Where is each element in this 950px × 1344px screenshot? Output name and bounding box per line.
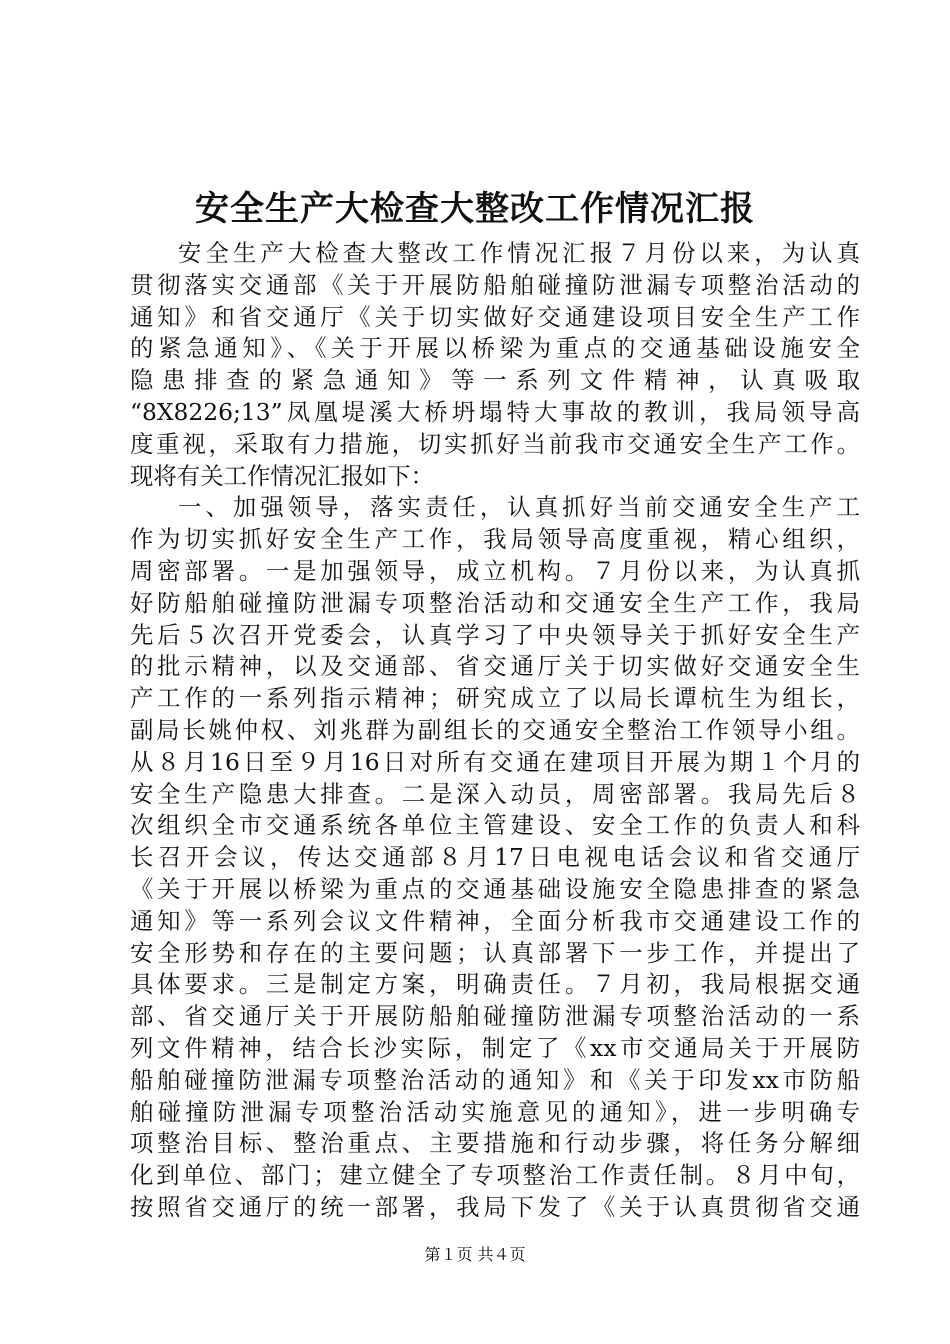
- body-line: 《关于开展以桥梁为重点的交通基础设施安全隐患排查的紧急: [130, 874, 860, 903]
- body-line: 列文件精神，结合长沙实际，制定了《xx市交通局关于开展防: [130, 1033, 860, 1062]
- body-line: 副局长姚仲权、刘兆群为副组长的交通安全整治工作领导小组。: [130, 715, 860, 744]
- body-line: 次组织全市交通系统各单位主管建设、安全工作的负责人和科: [130, 811, 860, 840]
- body-line: 安全生产隐患大排查。二是深入动员，周密部署。我局先后８: [130, 779, 860, 808]
- body-line: 安全形势和存在的主要问题；认真部署下一步工作，并提出了: [130, 938, 860, 967]
- body-line: 度重视，采取有力措施，切实抓好当前我市交通安全生产工作。: [130, 429, 860, 458]
- body-line: 舶碰撞防泄漏专项整治活动实施意见的通知》，进一步明确专: [130, 1097, 860, 1126]
- body-line: 产工作的一系列指示精神；研究成立了以局长谭杭生为组长，: [130, 684, 860, 713]
- page-number-footer: 第１页 共４页: [424, 1245, 526, 1264]
- body-line: 好防船舶碰撞防泄漏专项整治活动和交通安全生产工作，我局: [130, 588, 860, 617]
- body-line: 的紧急通知》、《关于开展以桥梁为重点的交通基础设施安全: [130, 334, 860, 363]
- body-line: 具体要求。三是制定方案，明确责任。７月初，我局根据交通: [130, 970, 860, 999]
- body-line: 贯彻落实交通部《关于开展防船舶碰撞防泄漏专项整治活动的: [130, 270, 860, 299]
- body-line: 作为切实抓好安全生产工作，我局领导高度重视，精心组织，: [130, 525, 860, 554]
- body-line: 长召开会议，传达交通部８月17日电视电话会议和省交通厅: [130, 843, 860, 872]
- body-line: 从８月16日至９月16日对所有交通在建项目开展为期１个月的: [130, 747, 860, 776]
- body-line: 按照省交通厅的统一部署，我局下发了《关于认真贯彻省交通: [130, 1192, 860, 1221]
- body-line: 一、加强领导，落实责任，认真抓好当前交通安全生产工: [178, 493, 860, 522]
- body-line: 先后５次召开党委会，认真学习了中央领导关于抓好安全生产: [130, 620, 860, 649]
- document-body: [130, 238, 860, 1224]
- document-title: 安全生产大检查大整改工作情况汇报: [195, 189, 755, 229]
- body-line: 的批示精神，以及交通部、省交通厅关于切实做好交通安全生: [130, 652, 860, 681]
- body-line: 安全生产大检查大整改工作情况汇报７月份以来，为认真: [178, 239, 860, 267]
- body-line: 化到单位、部门；建立健全了专项整治工作责任制。８月中旬，: [130, 1161, 860, 1190]
- body-line: 现将有关工作情况汇报如下：: [130, 461, 435, 490]
- body-line: 通知》等一系列会议文件精神，全面分析我市交通建设工作的: [130, 906, 860, 935]
- body-line: 项整治目标、整治重点、主要措施和行动步骤，将任务分解细: [130, 1129, 860, 1158]
- body-line: 船舶碰撞防泄漏专项整治活动的通知》和《关于印发xx市防船: [130, 1065, 860, 1094]
- body-line: 通知》和省交通厅《关于切实做好交通建设项目安全生产工作: [130, 302, 860, 331]
- body-line: 部、省交通厅关于开展防船舶碰撞防泄漏专项整治活动的一系: [130, 1002, 860, 1031]
- body-line: “8X8226;13”凤凰堤溪大桥坍塌特大事故的教训，我局领导高: [130, 397, 860, 426]
- body-line: 隐患排查的紧急通知》等一系列文件精神，认真吸取: [130, 366, 860, 395]
- body-line: 周密部署。一是加强领导，成立机构。７月份以来，为认真抓: [130, 556, 860, 585]
